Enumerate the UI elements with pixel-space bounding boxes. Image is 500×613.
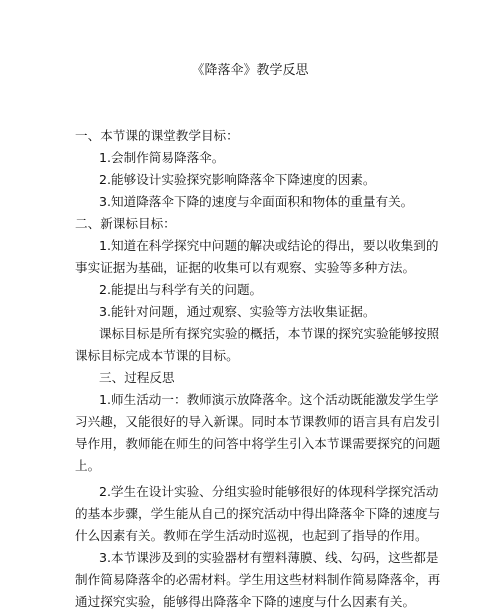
paragraph-line: 1.师生活动一：教师演示放降落伞。这个活动既能激发学生学 xyxy=(99,392,439,407)
paragraph-line: 上。 xyxy=(75,458,101,473)
paragraph-line: 制作简易降落伞的必需材料。学生用这些材料制作简易降落伞，再 xyxy=(75,572,441,587)
document-body xyxy=(75,125,441,613)
paragraph-line: 习兴趣，又能很好的导入新课。同时本节课教师的语言具有启发引 xyxy=(75,414,441,429)
section-heading-goals: 一、本节课的课堂教学目标： xyxy=(75,128,239,143)
section-heading-standards: 二、新课标目标： xyxy=(75,216,176,231)
section-heading-reflection: 三、过程反思 xyxy=(99,370,175,385)
paragraph-line: 课标目标完成本节课的目标。 xyxy=(75,348,239,363)
paragraph-line: 2.学生在设计实验、分组实验时能够很好的体现科学探究活动 xyxy=(99,484,439,499)
document-title: 《降落伞》教学反思 xyxy=(191,63,309,78)
paragraph-line: 通过探究实验，能够得出降落伞下降的速度与什么因素有关。 xyxy=(75,594,416,609)
paragraph-line: 什么因素有关。教师在学生活动时巡视，也起到了指导的作用。 xyxy=(75,528,428,543)
paragraph-line: 3.本节课涉及到的实验器材有塑料薄膜、线、勾码，这些都是 xyxy=(99,550,439,565)
paragraph-line: 导作用，教师能在师生的问答中将学生引入本节课需要探究的问题 xyxy=(75,436,441,451)
paragraph-line: 1.会制作简易降落伞。 xyxy=(99,150,225,165)
paragraph-line: 课标目标是所有探究实验的概括，本节课的探究实验能够按照 xyxy=(99,326,440,341)
paragraph-line: 1.知道在科学探究中问题的解决或结论的得出，要以收集到的 xyxy=(99,238,439,253)
paragraph-line: 3.能针对问题，通过观察、实验等方法收集证据。 xyxy=(99,304,376,319)
paragraph-line: 的基本步骤，学生能从自己的探究活动中得出降落伞下降的速度与 xyxy=(75,506,441,521)
paragraph-line: 3.知道降落伞下降的速度与伞面面积和物体的重量有关。 xyxy=(99,194,414,209)
paragraph-line: 事实证据为基础，证据的收集可以有观察、实验等多种方法。 xyxy=(75,260,416,275)
paragraph-line: 2.能提出与科学有关的问题。 xyxy=(99,282,263,297)
paragraph-line: 2.能够设计实验探究影响降落伞下降速度的因素。 xyxy=(99,172,376,187)
